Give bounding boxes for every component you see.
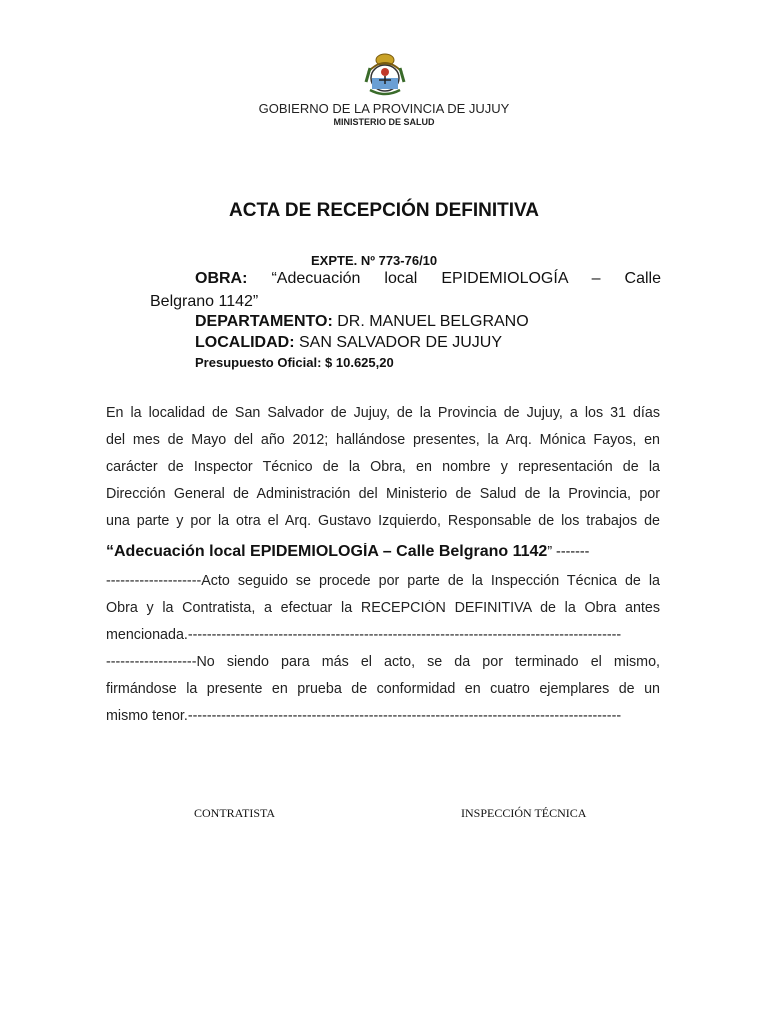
project-close: ” -------	[547, 544, 590, 560]
localidad-line	[195, 334, 502, 352]
body-line: -------------------No siendo para más el acto, se da por terminado el mismo,	[106, 654, 660, 670]
project-name: Adecuación local EPIDEMIOLOGÍA – Calle Belgrano 1142	[114, 543, 548, 560]
departamento-value: DR. MANUEL BELGRANO	[332, 313, 529, 330]
presupuesto-oficial: Presupuesto Oficial: $ 10.625,20	[195, 355, 394, 370]
obra-value: “Adecuación local EPIDEMIOLOGÍA – Calle	[271, 270, 662, 287]
body-line: firmándose la presente en prueba de conformidad en cuatro ejemplares de un	[106, 681, 660, 697]
localidad-label: LOCALIDAD:	[195, 334, 295, 351]
departamento-line	[195, 313, 529, 331]
body-line: mencionada.-------------------------------------------------------------------------------------------	[106, 627, 622, 643]
departamento-label: DEPARTAMENTO:	[195, 313, 333, 330]
body-line: una parte y por la otra el Arq. Gustavo Izquierdo, Responsable de los trabajos de	[106, 513, 660, 529]
signature-inspeccion: INSPECCIÓN TÉCNICA	[461, 806, 587, 820]
obra-line-1	[195, 270, 661, 288]
body-line: Obra y la Contratista, a efectuar la RECEPCIÓN DEFINITIVA de la Obra antes	[106, 600, 660, 616]
signature-contratista: CONTRATISTA	[194, 806, 276, 820]
government-title: GOBIERNO DE LA PROVINCIA DE JUJUY	[258, 101, 510, 116]
obra-label: OBRA:	[195, 270, 248, 287]
ministry-name: MINISTERIO DE SALUD	[333, 117, 435, 127]
localidad-value: SAN SALVADOR DE JUJUY	[294, 334, 502, 351]
obra-line-2: Belgrano 1142”	[150, 293, 259, 310]
body-line: carácter de Inspector Técnico de la Obra, en nombre y representación de la	[106, 459, 660, 475]
project-open-quote: “	[106, 543, 114, 560]
body-line: del mes de Mayo del año 2012; hallándose presentes, la Arq. Mónica Fayos, en	[106, 432, 660, 448]
provincial-crest-icon	[360, 50, 410, 100]
body-line: mismo tenor.-------------------------------------------------------------------------------------------	[106, 708, 622, 724]
expediente-number: EXPTE. Nº 773-76/10	[311, 253, 438, 268]
body-line: --------------------Acto seguido se procede por parte de la Inspección Técnica de la	[106, 573, 660, 589]
page-title: ACTA DE RECEPCIÓN DEFINITIVA	[229, 200, 539, 221]
body-line: Dirección General de Administración del Ministerio de Salud de la Provincia, por	[106, 486, 660, 502]
body-line: En la localidad de San Salvador de Jujuy, de la Provincia de Jujuy, a los 31 días	[106, 405, 660, 421]
project-line	[106, 543, 660, 561]
